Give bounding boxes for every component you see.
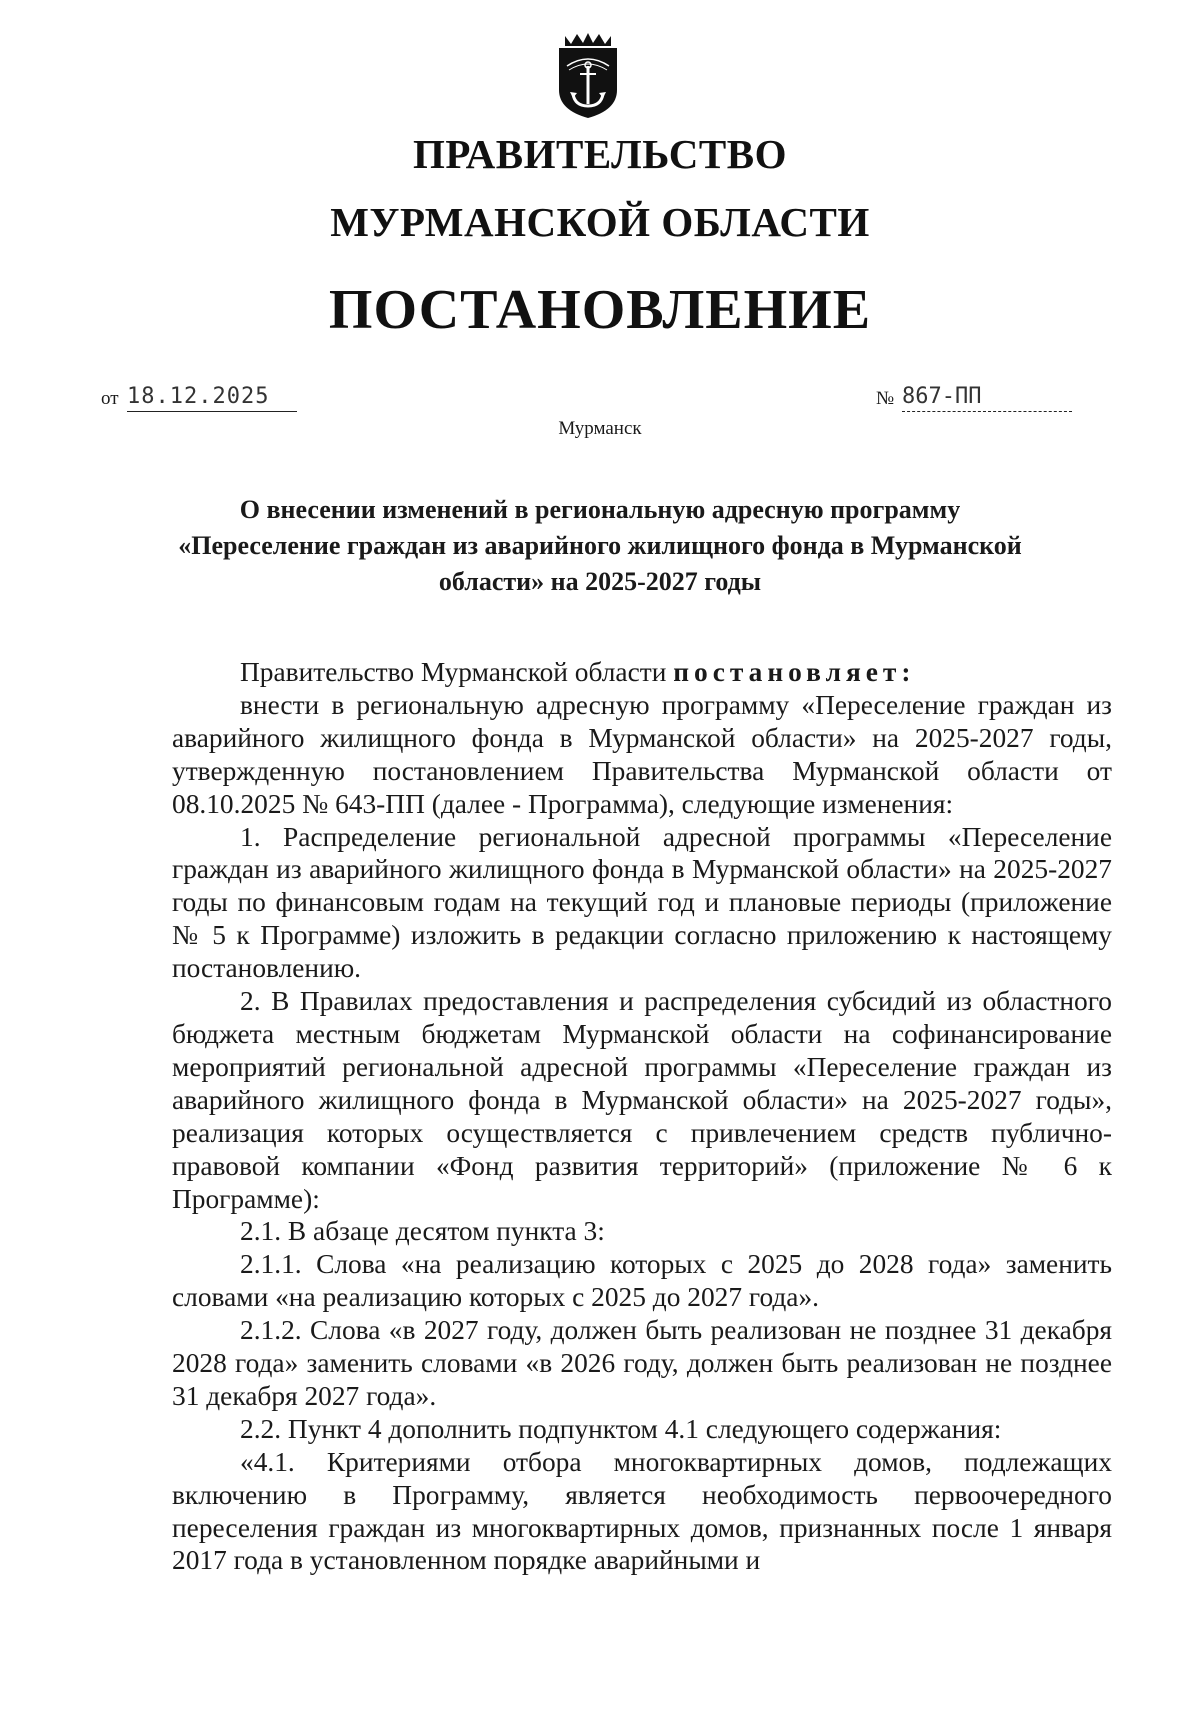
document-city: Мурманск	[558, 418, 642, 439]
body-paragraph: 2. В Правилах предоставления и распределения субсидий из областного бюджета местным бюджетам Мурманской области на софинансирование мероприятий региональной адресной программы «Переселение граждан из аварийного жилищного фонда в Мурманской области» на 2025-2027 годы», реализация которых осуществляется с привлечением средств публично-правовой компании «Фонд развития территорий» (приложение № 6 к Программе):	[172, 986, 1112, 1214]
subject-line: «Переселение граждан из аварийного жилищного фонда в Мурманской	[178, 531, 1022, 560]
body-paragraph: 2.1.2. Слова «в 2027 году, должен быть реализован не позднее 31 декабря 2028 года» заменить словами «в 2026 году, должен быть реализован не позднее 31 декабря 2027 года».	[172, 1315, 1112, 1411]
date-prefix: от	[101, 388, 119, 409]
document-subject	[160, 492, 1040, 600]
body-paragraph: 2.2. Пункт 4 дополнить подпунктом 4.1 следующего содержания:	[240, 1413, 1002, 1444]
intro-paragraph	[172, 656, 1112, 689]
document-body	[172, 656, 1112, 1577]
organization-title: ПРАВИТЕЛЬСТВО	[412, 131, 788, 177]
body-paragraph: 2.1.1. Слова «на реализацию которых с 2025 до 2028 года» заменить словами «на реализацию которых с 2025 до 2027 года».	[172, 1249, 1112, 1313]
subject-line: О внесении изменений в региональную адресную программу	[239, 495, 961, 524]
coat-of-arms-icon	[553, 32, 623, 118]
body-paragraph: внести в региональную адресную программу «Переселение граждан из аварийного жилищного фонда в Мурманской области» на 2025-2027 годы, утвержденную постановлением Правительства Мурманской области от 08.10.2025 № 643-ПП (далее - Программа), следующие изменения:	[172, 689, 1112, 819]
body-paragraph: 2.1. В абзаце десятом пункта 3:	[240, 1216, 605, 1247]
document-type: ПОСТАНОВЛЕНИЕ	[328, 279, 872, 341]
document-number: 867-ПП	[902, 384, 1072, 412]
decree-keyword: постановляет:	[673, 657, 916, 687]
body-paragraph: 1. Распределение региональной адресной программы «Переселение граждан из аварийного жилищного фонда в Мурманской области» на 2025-2027 годы по финансовым годам на текущий год и плановые периоды (приложение № 5 к Программе) изложить в редакции согласно приложению к настоящему постановлению.	[172, 821, 1112, 984]
intro-text: Правительство Мурманской области	[240, 657, 674, 687]
document-date: 18.12.2025	[127, 384, 297, 412]
number-prefix: №	[876, 388, 895, 409]
organization-region: МУРМАНСКОЙ ОБЛАСТИ	[330, 199, 870, 245]
document-meta-row	[0, 384, 1200, 414]
subject-line: области» на 2025-2027 годы	[438, 567, 762, 596]
body-paragraph: «4.1. Критериями отбора многоквартирных домов, подлежащих включению в Программу, является необходимость первоочередного переселения граждан из многоквартирных домов, признанных после 1 января 2017 года в установленном порядке аварийными и	[172, 1446, 1112, 1576]
